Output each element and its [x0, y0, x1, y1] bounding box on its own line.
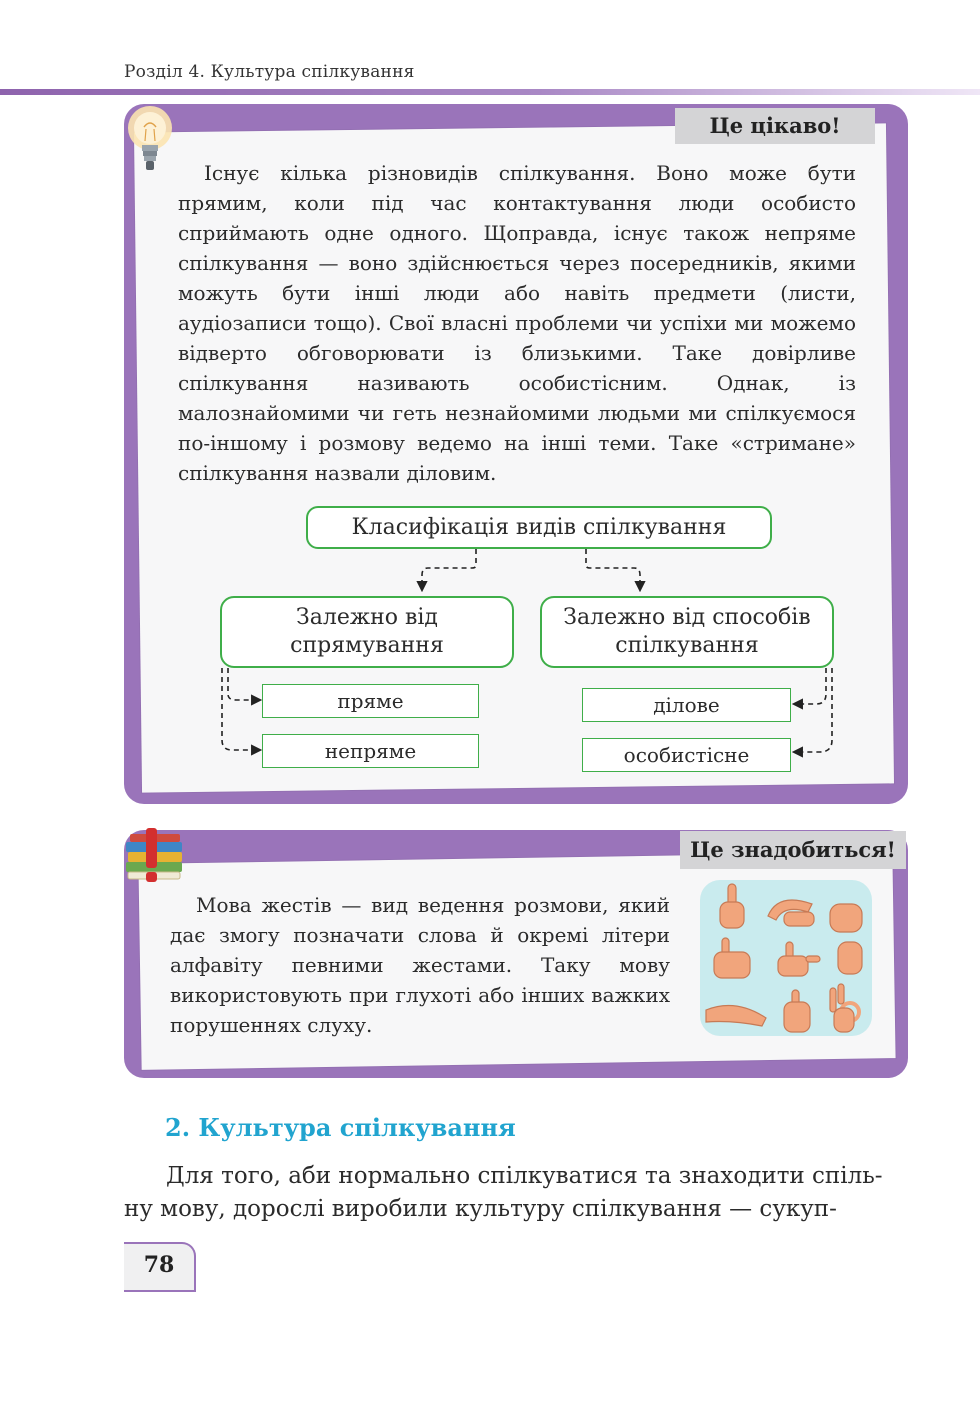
useful-paragraph: Мова жестів — вид ведення розмови, який дає змогу позначати слова й окремі літери алфавіту певними жестами. Таку мову використовують при глухоті або інших важких порушеннях слуху.: [170, 893, 670, 1037]
hand-gestures-illustration: [700, 880, 872, 1036]
page-number: 78: [143, 1252, 175, 1278]
diagram-leaf-personal: особистісне: [582, 738, 791, 772]
useful-tag: Це знадобиться!: [680, 831, 906, 869]
books-exclamation-icon: [124, 826, 186, 886]
section-paragraph-line-2: ну мову, дорослі виробили культуру спілкування — сукуп-: [124, 1196, 837, 1222]
running-header: Розділ 4. Культура спілкування: [124, 62, 415, 82]
section-paragraph: [124, 1160, 908, 1226]
section-title: 2. Культура спілкування: [165, 1113, 516, 1142]
diagram-right-branch: Залежно від способів спілкування: [540, 596, 834, 668]
useful-text: [170, 890, 670, 1040]
interesting-tag: Це цікаво!: [675, 108, 875, 144]
interesting-paragraph: Існує кілька різновидів спілкування. Воно може бути прямим, коли під час контактування люди особисто сприймають одне одного. Щоправда, існує також непряме спілкування — воно здійснюється через посередників, якими можуть бути інші люди або навіть предмети (листи, аудіозаписи тощо). Свої власні проблеми чи успіхи ми можемо відверто обговорювати із близькими. Таке довірливе спілкування називають особистісним. Однак, із малознайомими чи геть незнайомими людьми ми спілкуємося по-іншому і розмову ведемо на інші теми. Таке «стримане» спілкування назвали діловим.: [178, 161, 856, 485]
diagram-leaf-direct: пряме: [262, 684, 479, 718]
diagram-leaf-indirect: непряме: [262, 734, 479, 768]
diagram-root-node: Класифікація видів спілкування: [306, 506, 772, 549]
diagram-left-branch: Залежно від спрямування: [220, 596, 514, 668]
diagram-leaf-business: ділове: [582, 688, 791, 722]
section-paragraph-line-1: Для того, аби нормально спілкуватися та знаходити спіль-: [166, 1163, 883, 1189]
